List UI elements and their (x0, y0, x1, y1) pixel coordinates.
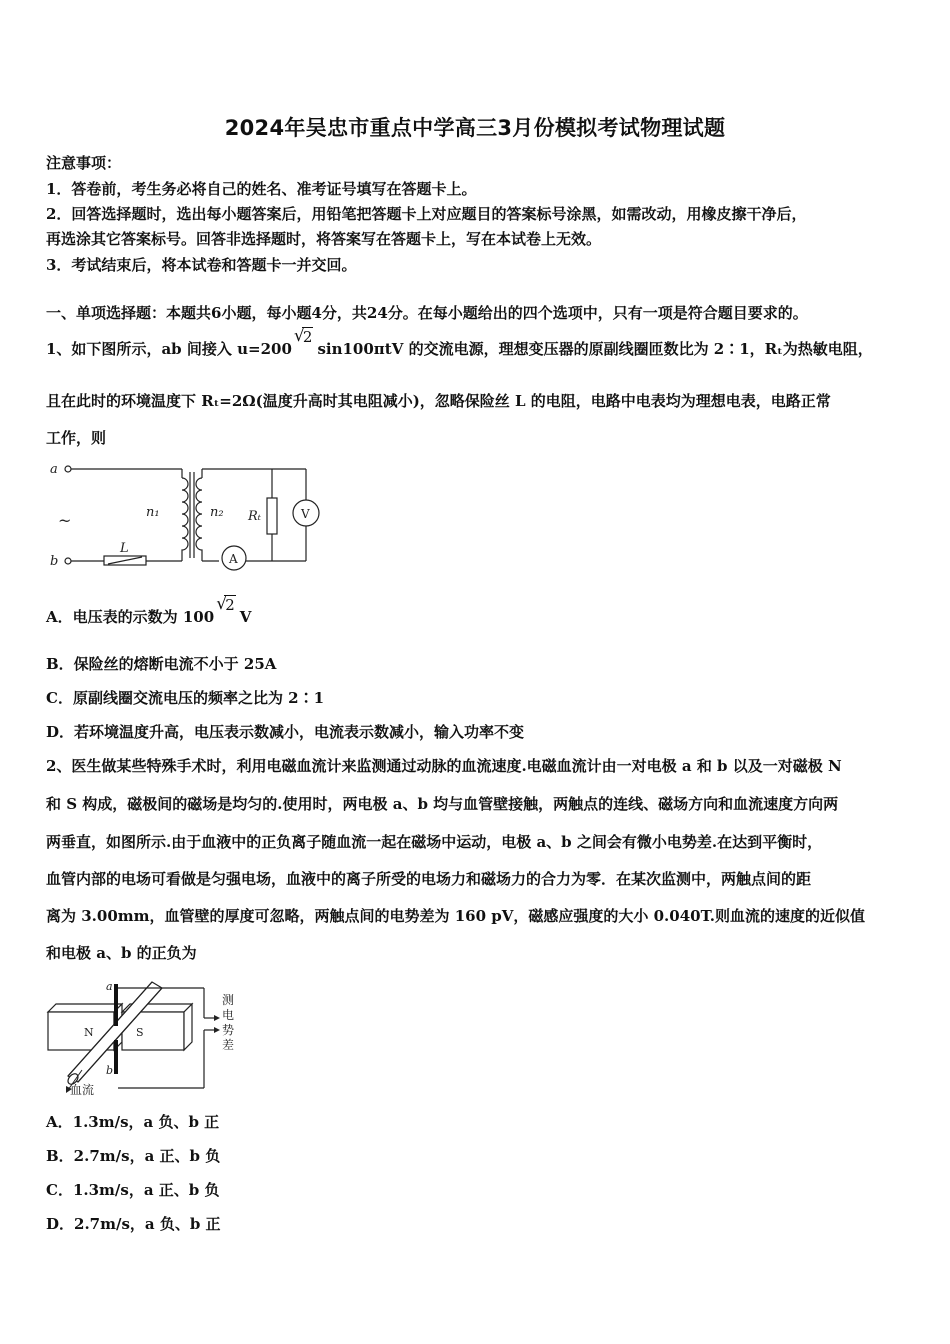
label-ammeter: A (229, 552, 238, 566)
terminal-b (65, 558, 71, 564)
ac-source-symbol: ~ (58, 511, 72, 530)
q1-stem-line2: 且在此时的环境温度下 Rₜ=2Ω(温度升高时其电阻减小)，忽略保险丝 L 的电阻，电路中电表均为理想电表，电路正常 (46, 392, 831, 410)
q2-option-c: C．1.3m/s，a 正、b 负 (46, 1181, 220, 1199)
label-voltmeter: V (301, 507, 310, 521)
q2-stem-line: 和电极 a、b 的正负为 (46, 944, 197, 962)
label-n2: n₂ (210, 505, 224, 520)
q2-stem-line: 和 S 构成，磁极间的磁场是均匀的.使用时，两电极 a、b 均与血管壁接触，两触点的连线、磁场方向和血流速度方向两 (46, 795, 839, 813)
q2-option-a: A．1.3m/s，a 负、b 正 (46, 1113, 220, 1131)
q1-stem-part: 1、如下图所示，ab 间接入 u=200 (46, 340, 292, 358)
q2-option-b: B．2.7m/s，a 正、b 负 (46, 1147, 221, 1165)
notice-heading: 注意事项： (46, 154, 122, 172)
q1-stem-line1 (46, 326, 873, 359)
label-blood-flow: 血流 (70, 1083, 95, 1096)
terminal-a (65, 466, 71, 472)
side-label-char: 电 (222, 1008, 235, 1022)
label-n1: n₁ (146, 505, 160, 520)
q2-stem-line: 2、医生做某些特殊手术时，利用电磁血流计来监测通过动脉的血流速度.电磁血流计由一对电极 a 和 b 以及一对磁极 N (46, 757, 842, 775)
q2-option-d: D．2.7m/s，a 负、b 正 (46, 1215, 221, 1233)
blood-flow-meter-diagram (44, 978, 244, 1096)
label-a: a (106, 980, 113, 993)
magnet-n-top (48, 1004, 122, 1012)
page-title: 2024年吴忠市重点中学高三3月份模拟考试物理试题 (224, 116, 726, 140)
label-fuse: L (120, 541, 129, 556)
q1-stem-line3: 工作，则 (46, 429, 107, 447)
notice-item: 1．答卷前，考生务必将自己的姓名、准考证号填写在答题卡上。 (46, 180, 477, 198)
side-label-char: 势 (222, 1023, 235, 1037)
electrode-b (114, 1040, 118, 1074)
q2-stem-line: 血管内部的电场可看做是匀强电场，血液中的离子所受的电场力和磁场力的合力为零．在某次监测中，两触点间的距 (46, 870, 812, 888)
sqrt-symbol: √ 2 (293, 326, 313, 346)
label-b: b (106, 1064, 114, 1077)
label-s: S (136, 1026, 144, 1039)
notice-item: 3．考试结束后，将本试卷和答题卡一并交回。 (46, 256, 357, 274)
q1-stem-part: sin100πtV 的交流电源，理想变压器的原副线圈匝数比为 2∶1，Rₜ为热敏电阻， (317, 340, 873, 358)
label-n: N (84, 1026, 94, 1039)
electrode-a (114, 984, 118, 1026)
side-label-char: 差 (222, 1038, 235, 1052)
q1-option-c: C．原副线圈交流电压的频率之比为 2∶1 (46, 689, 325, 707)
side-label-char: 测 (222, 993, 235, 1007)
q2-stem-line: 离为 3.00mm，血管壁的厚度可忽略，两触点间的电势差为 160 pV，磁感应强度的大小 0.040T.则血流的速度的近似值 (46, 907, 866, 925)
notice-item: 2．回答选择题时，选出每小题答案后，用铅笔把答题卡上对应题目的答案标号涂黑，如需改动，用橡皮擦干净后， (46, 205, 807, 223)
notice-item: 再选涂其它答案标号。回答非选择题时，将答案写在答题卡上，写在本试卷上无效。 (46, 230, 602, 248)
q1-option-b: B．保险丝的熔断电流不小于 25A (46, 655, 277, 673)
sqrt-symbol: √ 2 (216, 594, 235, 614)
q1-option-a: A．电压表的示数为 100 √ 2V (46, 594, 252, 626)
q1-option-d: D．若环境温度升高，电压表示数减小，电流表示数减小，输入功率不变 (46, 723, 525, 741)
primary-coil (182, 478, 188, 552)
transformer-circuit-diagram (44, 458, 334, 576)
label-b: b (50, 554, 59, 569)
label-a: a (50, 462, 58, 477)
thermistor (267, 498, 277, 534)
label-rt: Rₜ (248, 509, 261, 524)
secondary-coil (196, 478, 202, 552)
section-heading: 一、单项选择题：本题共6小题，每小题4分，共24分。在每小题给出的四个选项中，只有一项是符合题目要求的。 (46, 304, 808, 322)
q2-stem-line: 两垂直，如图所示.由于血液中的正负离子随血流一起在磁场中运动，电极 a、b 之间会有微小电势差.在达到平衡时， (46, 833, 823, 851)
